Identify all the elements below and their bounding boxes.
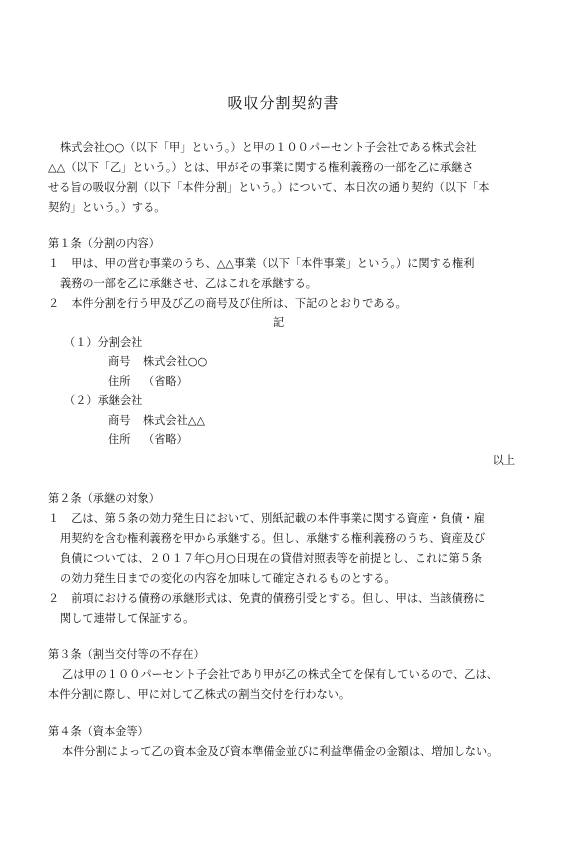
article-2-heading: 第２条（承継の対象） bbox=[48, 492, 160, 505]
paragraph-text: 負債については、２０１７年○月○日現在の貸借対照表等を前提とし、これに第５条 bbox=[60, 552, 483, 565]
company-2-address-label: 住所 bbox=[108, 433, 131, 446]
article-1-heading: 第１条（分割の内容） bbox=[48, 237, 160, 250]
article-2-paragraph-1 bbox=[48, 509, 518, 529]
article-4 bbox=[48, 722, 518, 762]
article-4-text: 本件分割によって乙の資本金及び資本準備金並びに利益準備金の金額は、増加しない。 bbox=[62, 745, 499, 758]
company-1-address-label: 住所 bbox=[108, 375, 131, 388]
article-1 bbox=[48, 234, 518, 314]
paragraph-text: 前項における債務の承継形式は、免責的債務引受とする。但し、甲は、当該債務に bbox=[71, 592, 486, 605]
paragraph-text: 本件分割を行う甲及び乙の商号及び住所は、下記のとおりである。 bbox=[71, 297, 407, 310]
company-1-name: 株式会社○○ bbox=[143, 355, 208, 368]
company-1-name-label: 商号 bbox=[108, 355, 131, 368]
paragraph-text: 甲は、甲の営む事業のうち、△△事業（以下「本件事業」という。）に関する権利 bbox=[71, 257, 475, 270]
paragraph-text: 乙は、第５条の効力発生日において、別紙記載の本件事業に関する資産・負債・雇 bbox=[71, 512, 485, 525]
article-2-paragraph-2 bbox=[48, 589, 518, 609]
ki-label: 記 bbox=[273, 316, 285, 329]
document-title: 吸収分割契約書 bbox=[227, 94, 340, 112]
article-3 bbox=[48, 645, 518, 705]
article-2 bbox=[48, 489, 518, 629]
company-2-name-label: 商号 bbox=[108, 414, 131, 427]
paragraph-text: 関して連帯して保証する。 bbox=[60, 612, 195, 625]
article-1-paragraph-2 bbox=[48, 294, 518, 314]
company-2-name: 株式会社△△ bbox=[143, 414, 205, 427]
paragraph-text: の効力発生日までの変化の内容を加味して確定されるものとする。 bbox=[60, 572, 396, 585]
article-3-heading: 第３条（割当交付等の不存在） bbox=[48, 648, 205, 661]
paragraph-number: ２ bbox=[48, 297, 60, 310]
paragraph-number: １ bbox=[48, 257, 60, 270]
company-1-address: （省略） bbox=[143, 375, 188, 388]
article-4-heading: 第４条（資本金等） bbox=[48, 725, 149, 738]
article-3-text: 本件分割に際し、甲に対して乙株式の割当交付を行わない。 bbox=[48, 688, 351, 701]
company-2-address: （省略） bbox=[143, 433, 188, 446]
paragraph-text: 用契約を含む権利義務を甲から承継する。但し、承継する権利義務のうち、資産及び bbox=[60, 532, 486, 545]
preamble-line: せる旨の吸収分割（以下「本件分割」という。）について、本日次の通り契約（以下「本 bbox=[48, 181, 490, 194]
article-1-paragraph-1 bbox=[48, 254, 518, 274]
preamble-line: △△（以下「乙」という。）とは、甲がその事業に関する権利義務の一部を乙に承継さ bbox=[48, 161, 474, 174]
paragraph-number: ２ bbox=[48, 592, 60, 605]
preamble bbox=[48, 138, 518, 218]
company-2-label: （２）承継会社 bbox=[64, 394, 143, 407]
ijou-label: 以上 bbox=[492, 454, 515, 467]
preamble-line: 株式会社○○（以下「甲」という。）と甲の１００パーセント子会社である株式会社 bbox=[60, 141, 477, 154]
article-3-text: 乙は甲の１００パーセント子会社であり甲が乙の株式全てを保有しているので、乙は、 bbox=[62, 668, 498, 681]
company-1-label: （１）分割会社 bbox=[64, 336, 143, 349]
paragraph-number: １ bbox=[48, 512, 60, 525]
paragraph-text: 義務の一部を乙に承継させ、乙はこれを承継する。 bbox=[60, 277, 317, 290]
preamble-line: 契約」という。）する。 bbox=[48, 201, 166, 214]
